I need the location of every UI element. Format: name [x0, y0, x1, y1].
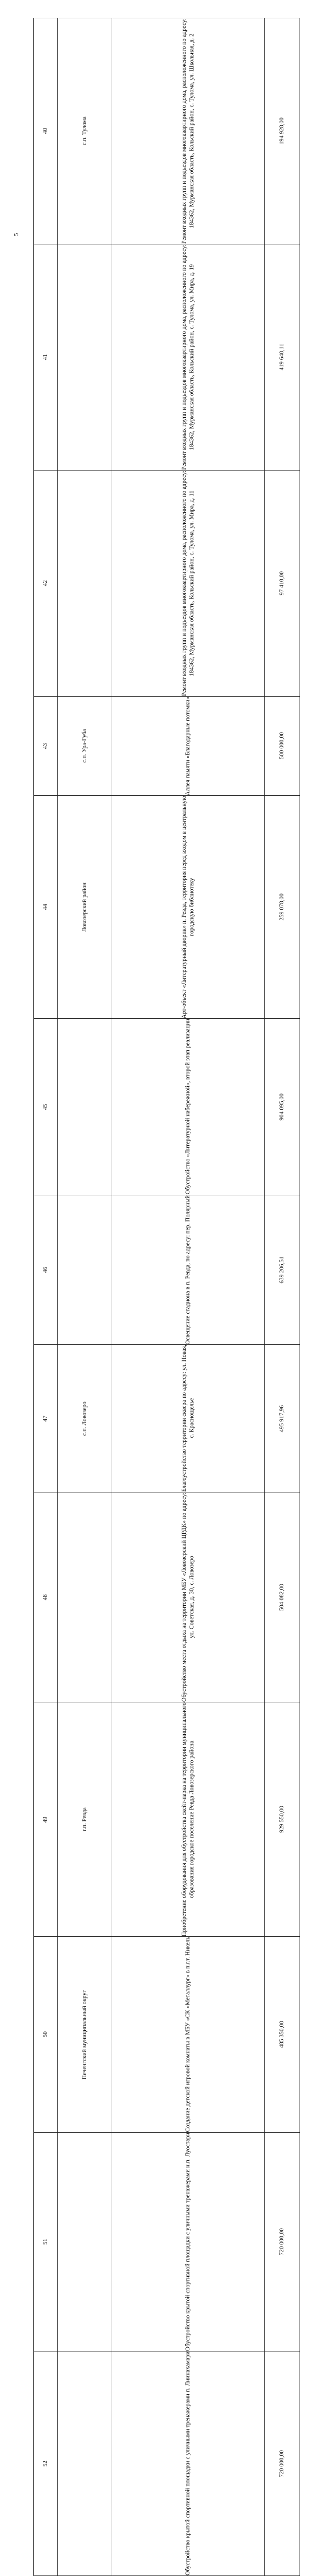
description-line: Аллея памяти «Благодарные потомки»: [185, 696, 192, 795]
description-cell: [112, 470, 265, 696]
row-number: 51: [42, 2239, 49, 2245]
amount-value: 194 928,00: [279, 117, 285, 145]
amount-value: 904 095,00: [279, 1093, 285, 1121]
amount-cell: [265, 1195, 300, 1345]
row-number-cell: [34, 244, 58, 470]
description-cell: [112, 18, 265, 244]
amount-cell: [265, 244, 300, 470]
amount-value: 259 078,00: [279, 893, 285, 921]
description-line: ул. Советская, д. 30, с. Ловозеро: [188, 1556, 195, 1639]
amount-cell: [265, 1702, 300, 1937]
description-line: Обустройство «Литературной набережной», второй этап реализации: [185, 1019, 192, 1195]
description-cell: [112, 2351, 265, 2576]
description-line: Обустройство места отдыха на территории МБУ «Ловозерский ЦРДК» по адресу:: [181, 1492, 188, 1702]
description-line: с. Краснощелье: [188, 1398, 195, 1439]
amount-value: 504 082,00: [279, 1583, 285, 1611]
place-cell: [58, 1019, 112, 1195]
place-name: Ловозерский район: [81, 882, 88, 932]
description-line: Арт-объект «Литературный дворик» п. Ревда, территория перед входом в центральную: [181, 796, 188, 1019]
amount-value: 97 410,00: [279, 571, 285, 595]
amount-value: 929 550,00: [279, 1806, 285, 1833]
row-number: 50: [42, 2031, 49, 2038]
place-cell: [58, 2132, 112, 2351]
table-row: [34, 18, 300, 244]
table-row: [34, 1345, 300, 1492]
description-cell: [112, 1937, 265, 2133]
place-cell: [58, 1195, 112, 1345]
description-cell: [112, 2132, 265, 2351]
amount-value: 720 000,00: [279, 2450, 285, 2477]
description-line: 184362, Мурманская область, Кольский район, с. Тулома, ул. Мира, д. 19: [188, 264, 195, 450]
description-line: Обустройство крытой спортивной площадки с уличными тренажерами н.п. Луостари: [185, 2132, 192, 2351]
place-cell: [58, 1345, 112, 1492]
page-number: 5: [12, 233, 20, 237]
place-name: г.п. Ревда: [81, 1807, 88, 1832]
amount-value: 419 640,11: [279, 344, 285, 371]
table-row: [34, 1195, 300, 1345]
description-line: Ремонт входных групп и подъездов многоквартирного дома, расположенного по адресу:: [181, 470, 188, 696]
place-cell: [58, 1937, 112, 2133]
row-number: 42: [42, 580, 49, 586]
description-line: Освещение стадиона в п. Ревда, по адресу: пер. Полярный: [185, 1195, 192, 1345]
row-number-cell: [34, 1937, 58, 2133]
row-number-cell: [34, 1195, 58, 1345]
place-name: Печенгский муниципальный округ: [81, 1990, 88, 2079]
row-number-cell: [34, 1492, 58, 1702]
place-cell: [58, 244, 112, 470]
amount-cell: [265, 1492, 300, 1702]
amount-cell: [265, 18, 300, 244]
amount-cell: [265, 796, 300, 1019]
table-row: [34, 696, 300, 795]
amount-cell: [265, 696, 300, 795]
row-number: 40: [42, 128, 49, 134]
amount-value: 500 000,00: [279, 732, 285, 760]
description-cell: [112, 1345, 265, 1492]
row-number: 47: [42, 1415, 49, 1422]
place-cell: [58, 470, 112, 696]
description-cell: [112, 1492, 265, 1702]
row-number-cell: [34, 696, 58, 795]
description-cell: [112, 696, 265, 795]
row-number-cell: [34, 1345, 58, 1492]
row-number: 44: [42, 904, 49, 910]
table-row: [34, 1492, 300, 1702]
row-number: 52: [42, 2460, 49, 2467]
amount-value: 495 917,96: [279, 1405, 285, 1432]
row-number: 49: [42, 1816, 49, 1823]
description-cell: [112, 1019, 265, 1195]
description-line: Создание детской игровой комнаты в МБУ «СК «Металлург» в п.г.т. Никель: [185, 1937, 192, 2132]
place-cell: [58, 18, 112, 244]
place-cell: [58, 1702, 112, 1937]
place-cell: [58, 696, 112, 795]
table-row: [34, 2132, 300, 2351]
table-row: [34, 1702, 300, 1937]
description-line: Ремонт входных групп и подъездов многоквартирного дома, расположенного по адресу:: [181, 244, 188, 470]
description-line: Ремонт входных групп и подъездов многоквартирного дома, расположенного по адресу:: [181, 18, 188, 244]
place-cell: [58, 2351, 112, 2576]
place-cell: [58, 796, 112, 1019]
description-line: 184362, Мурманская область, Кольский район, с. Тулома, ул. Мира, д. 11: [188, 490, 195, 676]
description-line: городскую библиотеку: [188, 878, 195, 936]
place-cell: [58, 1492, 112, 1702]
table-row: [34, 470, 300, 696]
row-number: 43: [42, 743, 49, 749]
amount-cell: [265, 470, 300, 696]
row-number-cell: [34, 2351, 58, 2576]
row-number-cell: [34, 796, 58, 1019]
row-number-cell: [34, 1702, 58, 1937]
table-row: [34, 1937, 300, 2133]
amount-cell: [265, 2351, 300, 2576]
table-row: [34, 796, 300, 1019]
amount-cell: [265, 2132, 300, 2351]
table-row: [34, 244, 300, 470]
description-cell: [112, 1702, 265, 1937]
row-number-cell: [34, 1019, 58, 1195]
data-table: [33, 18, 300, 2576]
table-row: [34, 1019, 300, 1195]
description-cell: [112, 1195, 265, 1345]
description-line: Приобретение оборудования для обустройства скейт-парка на территории муниципального: [181, 1702, 188, 1937]
row-number: 46: [42, 1266, 49, 1273]
amount-value: 485 350,00: [279, 2021, 285, 2048]
amount-value: 720 000,00: [279, 2228, 285, 2255]
description-cell: [112, 796, 265, 1019]
amount-value: 639 206,51: [279, 1256, 285, 1284]
row-number: 48: [42, 1594, 49, 1601]
table-row: [34, 2351, 300, 2576]
row-number: 41: [42, 354, 49, 360]
amount-cell: [265, 1019, 300, 1195]
amount-cell: [265, 1937, 300, 2133]
description-line: Благоустройство территории сквера по адресу: ул. Новая,: [181, 1345, 188, 1492]
place-name: с.п. Ловозеро: [81, 1401, 88, 1436]
row-number-cell: [34, 470, 58, 696]
description-line: Обустройство крытой спортивной площадки с уличными тренажерами п. Лиинахамари: [185, 2351, 192, 2576]
amount-cell: [265, 1345, 300, 1492]
description-line: образования городское поселение Ревда Ловозерского района: [188, 1740, 195, 1898]
description-line: 184362, Мурманская область, Кольский район, с. Тулома, ул. Школьная, д. 2: [188, 33, 195, 229]
place-name: с.п. Тулома: [81, 116, 88, 146]
row-number-cell: [34, 2132, 58, 2351]
row-number-cell: [34, 18, 58, 244]
row-number: 45: [42, 1103, 49, 1110]
place-name: с.п. Ура-Губа: [81, 729, 88, 763]
description-cell: [112, 244, 265, 470]
